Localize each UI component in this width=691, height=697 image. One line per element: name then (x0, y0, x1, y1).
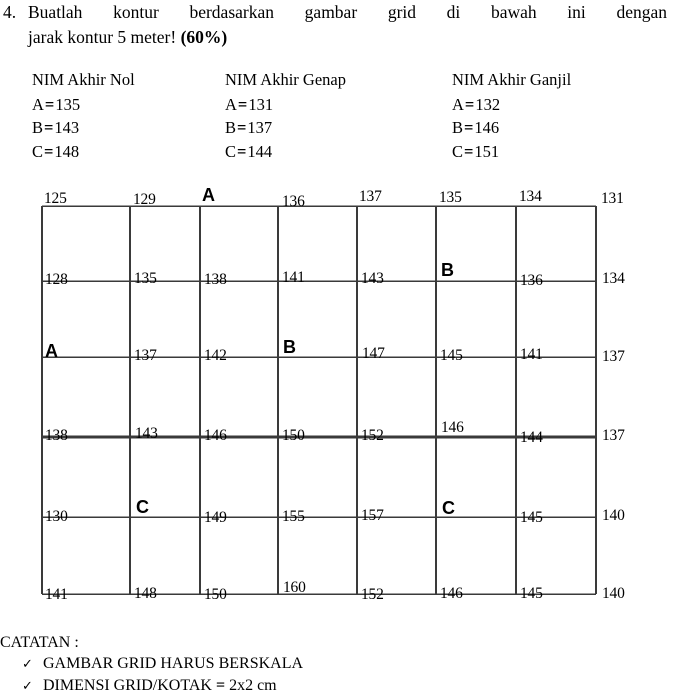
grid-elevation-label: 141 (282, 269, 305, 286)
nim-equals-sign: = (237, 118, 247, 137)
grid-elevation-label: 157 (361, 507, 384, 524)
checkmark-icon: ✓ (22, 657, 33, 672)
grid-elevation-label: 128 (45, 271, 68, 288)
note-item (0, 653, 691, 675)
grid-elevation-label: 145 (520, 585, 543, 602)
question-block (0, 0, 691, 50)
checkmark-icon: ✓ (22, 679, 33, 694)
nim-equals-sign: = (464, 141, 474, 161)
grid-elevation-label: 155 (282, 508, 305, 525)
grid-elevation-label: 138 (204, 271, 227, 288)
notes-list (0, 653, 691, 697)
grid-elevation-label: 145 (520, 509, 543, 526)
nim-equals-sign: = (44, 118, 54, 137)
nim-column-heading: NIM Akhir Nol (32, 70, 135, 89)
grid-elevation-label: 140 (602, 585, 625, 602)
nim-point-value: 143 (54, 118, 80, 137)
question-line-2-text: jarak kontur 5 meter! (28, 27, 177, 47)
grid-point-marker: B (441, 260, 454, 280)
nim-column-2 (452, 68, 571, 163)
nim-point-label: B (452, 118, 464, 137)
grid-elevation-label: 146 (440, 585, 463, 602)
nim-row (225, 93, 346, 117)
nim-point-value: 131 (248, 94, 274, 114)
nim-point-label: C (32, 141, 44, 161)
grid-elevation-label: 141 (520, 346, 543, 363)
notes-block (0, 632, 691, 697)
grid-elevation-label: 146 (204, 427, 227, 444)
grid-elevation-label: 160 (283, 579, 306, 596)
grid-elevation-label: 137 (602, 427, 625, 444)
grid-elevation-label: 136 (282, 193, 305, 210)
grid-elevation-label: 143 (135, 425, 158, 442)
notes-title: CATATAN : (0, 634, 79, 651)
grid-elevation-label: 135 (439, 189, 462, 206)
nim-row (452, 116, 571, 140)
nim-point-value: 137 (247, 118, 273, 137)
grid-elevation-label: 137 (359, 188, 382, 205)
grid-point-marker: A (202, 185, 215, 205)
nim-point-label: B (32, 118, 44, 137)
grid-elevation-label: 150 (282, 427, 305, 444)
nim-row (32, 93, 135, 117)
grid-elevation-label: 131 (601, 190, 624, 207)
nim-point-label: C (225, 141, 237, 161)
grid-elevation-label: 149 (204, 509, 227, 526)
nim-column-heading: NIM Akhir Ganjil (452, 70, 572, 89)
grid-elevation-label: 137 (134, 347, 157, 364)
grid-point-marker: B (283, 337, 296, 357)
nim-point-value: 146 (474, 118, 500, 137)
grid-elevation-label: 125 (44, 190, 67, 207)
note-equals-sign: = (215, 677, 226, 694)
nim-row (225, 140, 346, 164)
grid-elevation-label: 148 (134, 585, 157, 602)
nim-row (452, 93, 571, 117)
question-line-2 (28, 25, 667, 50)
nim-point-value: 148 (54, 141, 80, 161)
grid-elevation-label: 150 (204, 586, 227, 603)
grid-elevation-label: 130 (45, 508, 68, 525)
grid-elevation-label: 145 (440, 347, 463, 364)
nim-point-label: A (225, 94, 237, 114)
nim-column-1 (225, 68, 346, 163)
nim-row (225, 116, 346, 140)
grid-elevation-label: 137 (602, 348, 625, 365)
note-text: GAMBAR GRID HARUS BERSKALA (43, 655, 304, 672)
question-body (28, 0, 691, 50)
nim-row (452, 140, 571, 164)
grid-elevation-label: 144 (520, 429, 543, 446)
nim-column-heading: NIM Akhir Genap (225, 70, 346, 89)
grid-elevation-label: 152 (361, 427, 384, 444)
grid-point-marker: C (136, 497, 149, 517)
grid-elevation-label: 134 (602, 270, 625, 287)
nim-point-label: B (225, 118, 237, 137)
nim-equals-sign: = (237, 141, 247, 161)
grid-elevation-label: 135 (134, 270, 157, 287)
nim-equals-sign: = (464, 94, 475, 114)
grid-elevation-label: 141 (45, 586, 68, 603)
question-line-1: Buatlah kontur berdasarkan gambar grid di bawah ini dengan (28, 2, 667, 22)
grid-point-marker: A (45, 341, 58, 361)
nim-point-value: 151 (474, 141, 500, 161)
nim-point-label: A (32, 94, 44, 114)
grid-elevation-label: 138 (45, 427, 68, 444)
grid-elevation-label: 134 (519, 188, 542, 205)
grid-elevation-label: 129 (133, 191, 156, 208)
grid-elevation-label: 142 (204, 347, 227, 364)
nim-point-value: 144 (247, 141, 273, 161)
grid-point-marker: C (442, 498, 455, 518)
nim-equals-sign: = (464, 118, 474, 137)
nim-point-value: 132 (475, 94, 501, 114)
nim-point-value: 135 (55, 94, 81, 114)
grid-elevation-label: 136 (520, 272, 543, 289)
grid-elevation-label: 143 (361, 270, 384, 287)
grid-elevation-label: 146 (441, 419, 464, 436)
nim-equals-sign: = (237, 94, 248, 114)
question-row (0, 0, 691, 50)
nim-row (32, 116, 135, 140)
grid-elevation-label: 147 (362, 345, 385, 362)
nim-row (32, 140, 135, 164)
nim-equals-sign: = (44, 141, 54, 161)
question-weight-badge: (60%) (180, 27, 228, 47)
nim-point-label: C (452, 141, 464, 161)
nim-equals-sign: = (44, 94, 55, 114)
nim-point-label: A (452, 94, 464, 114)
grid-elevation-label: 152 (361, 586, 384, 603)
question-number: 4. (3, 2, 17, 22)
nim-column-0 (32, 68, 135, 163)
grid-elevation-label: 140 (602, 507, 625, 524)
note-text: DIMENSI GRID/KOTAK = 2x2 cm (43, 677, 277, 694)
